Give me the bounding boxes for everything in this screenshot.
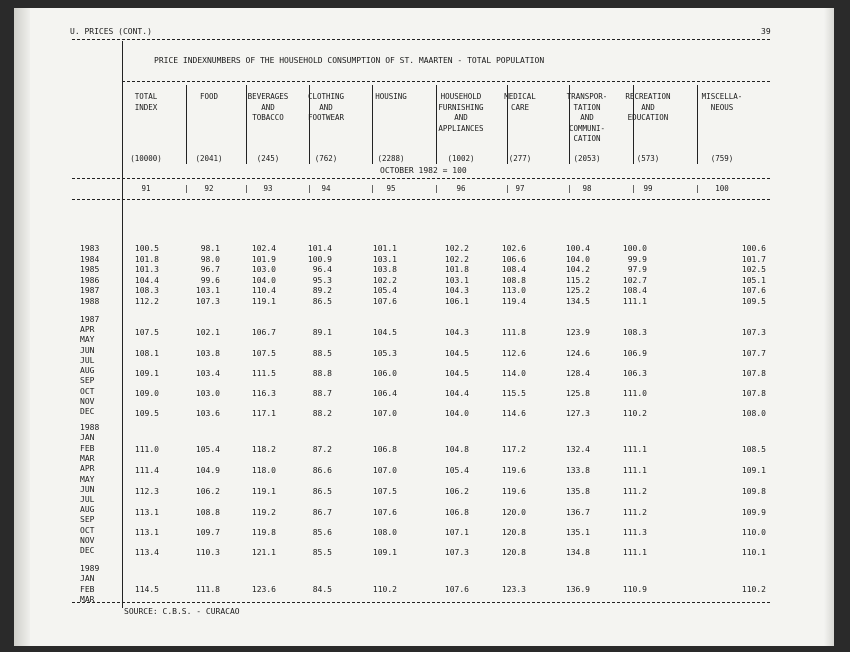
page-number: 39 [761,27,771,36]
table-cell: 86.5 [312,487,332,496]
row-label: AUG [80,505,95,514]
table-cell: 106.7 [251,328,276,337]
table-caption: PRICE INDEXNUMBERS OF THE HOUSEHOLD CONSUMPTION OF ST. MAARTEN - TOTAL POPULATION [154,56,545,65]
table-cell: 116.3 [251,389,276,398]
table-cell: 105.1 [741,275,766,285]
table-cell: 107.6 [372,508,397,517]
table-cell: 101.4 [307,244,332,253]
reference-index: 95 [386,184,396,193]
table-cell: 113.0 [501,286,526,295]
column-weight: (2041) [195,154,223,163]
row-label: FEB [80,444,95,453]
reference-separator: | [244,184,249,193]
column-separator [436,85,437,164]
row-label: FEB [80,585,95,594]
table-cell: 111.1 [622,296,647,306]
table-cell: 110.2 [741,585,766,594]
table-cell: 108.4 [622,286,647,295]
table-cell: 110.2 [372,585,397,594]
column-header: HOUSEHOLD FURNISHING AND APPLIANCES [438,92,484,133]
table-cell: 104.9 [195,466,220,475]
table-cell: 127.3 [565,409,590,418]
rule-under-caption [122,81,770,82]
table-cell: 104.3 [444,328,469,337]
table-cell: 109.1 [741,466,766,475]
row-label: OCT [80,387,95,396]
column-header: HOUSING [375,92,407,101]
row-label: NOV [80,397,95,406]
table-cell: 135.1 [565,528,590,537]
table-cell: 96.4 [312,265,332,274]
table-cell: 136.7 [565,508,590,517]
rule-under-weights [72,178,770,179]
table-cell: 96.7 [200,265,220,274]
row-label: SEP [80,515,95,524]
row-label: 1984 [80,254,100,264]
table-cell: 101.1 [372,244,397,253]
table-cell: 113.1 [134,528,159,537]
table-cell: 103.1 [195,286,220,295]
table-cell: 104.0 [444,409,469,418]
table-cell: 110.0 [741,528,766,537]
column-weight: (245) [256,154,280,163]
table-cell: 110.9 [622,585,647,594]
table-cell: 105.4 [372,286,397,295]
row-label: 1988 [80,296,100,306]
page-edge [824,8,834,646]
table-cell: 102.4 [251,244,276,253]
reference-index: 91 [141,184,151,193]
reference-index: 97 [515,184,525,193]
column-weight: (759) [710,154,734,163]
table-cell: 103.0 [251,265,276,274]
row-label: MAR [80,595,95,604]
table-cell: 104.0 [565,254,590,264]
table-cell: 102.2 [444,244,469,253]
table-cell: 107.3 [195,296,220,306]
row-label: 1987 [80,315,100,324]
table-cell: 109.5 [741,296,766,306]
table-cell: 117.1 [251,409,276,418]
table-cell: 103.4 [195,369,220,378]
table-cell: 102.5 [741,265,766,274]
rule-stub-divider [122,41,123,608]
base-period: OCTOBER 1982 = 100 [380,166,467,175]
table-cell: 128.4 [565,369,590,378]
table-cell: 105.4 [195,445,220,454]
table-cell: 107.8 [741,369,766,378]
reference-index: 96 [456,184,466,193]
table-cell: 117.2 [501,445,526,454]
column-weight: (2288) [377,154,405,163]
table-cell: 102.7 [622,275,647,285]
table-cell: 106.4 [372,389,397,398]
column-header: BEVERAGES AND TOBACCO [247,92,289,122]
row-label: JUN [80,346,95,355]
row-label: NOV [80,536,95,545]
table-cell: 111.8 [501,328,526,337]
table-cell: 104.3 [444,286,469,295]
column-separator [372,85,373,164]
reference-separator: | [567,184,572,193]
table-cell: 135.8 [565,487,590,496]
column-header: RECREATION AND EDUCATION [625,92,671,122]
table-cell: 108.0 [372,528,397,537]
column-separator [697,85,698,164]
row-label: OCT [80,526,95,535]
table-cell: 124.6 [565,349,590,358]
row-label: MAR [80,454,95,463]
table-cell: 100.4 [565,244,590,253]
table-cell: 113.4 [134,548,159,557]
table-cell: 106.1 [444,296,469,306]
table-cell: 100.0 [622,244,647,253]
row-label: DEC [80,546,95,555]
table-cell: 136.9 [565,585,590,594]
table-cell: 112.3 [134,487,159,496]
row-label: MAY [80,335,95,344]
column-weight: (1002) [447,154,475,163]
table-cell: 107.0 [372,466,397,475]
table-cell: 111.0 [622,389,647,398]
table-cell: 107.6 [741,286,766,295]
table-cell: 125.8 [565,389,590,398]
table-cell: 99.6 [200,275,220,285]
table-cell: 110.1 [741,548,766,557]
table-cell: 107.3 [444,548,469,557]
table-cell: 120.0 [501,508,526,517]
table-cell: 106.8 [372,445,397,454]
table-cell: 86.5 [312,296,332,306]
table-cell: 88.7 [312,389,332,398]
table-cell: 103.1 [372,254,397,264]
table-cell: 88.8 [312,369,332,378]
table-cell: 112.2 [134,296,159,306]
column-weight: (762) [314,154,338,163]
table-cell: 84.5 [312,585,332,594]
row-label: 1985 [80,265,100,274]
row-label: 1989 [80,564,100,573]
table-cell: 105.3 [372,349,397,358]
row-label: APR [80,325,95,334]
table-cell: 99.9 [627,254,647,264]
table-cell: 104.5 [372,328,397,337]
table-cell: 114.5 [134,585,159,594]
table-cell: 103.8 [195,349,220,358]
table-cell: 98.1 [200,244,220,253]
reference-separator: | [307,184,312,193]
reference-separator: | [184,184,189,193]
table-cell: 108.1 [134,349,159,358]
column-header: CLOTHING AND FOOTWEAR [307,92,345,122]
table-cell: 103.8 [372,265,397,274]
table-cell: 114.0 [501,369,526,378]
table-cell: 109.8 [741,487,766,496]
row-label: DEC [80,407,95,416]
table-cell: 103.6 [195,409,220,418]
table-cell: 86.7 [312,508,332,517]
table-cell: 123.9 [565,328,590,337]
table-cell: 106.0 [372,369,397,378]
table-cell: 114.6 [501,409,526,418]
row-label: MAY [80,475,95,484]
table-cell: 112.6 [501,349,526,358]
reference-index: 92 [204,184,214,193]
table-cell: 107.6 [372,296,397,306]
table-cell: 101.7 [741,254,766,264]
table-cell: 108.3 [134,286,159,295]
table-cell: 107.3 [741,328,766,337]
table-cell: 89.2 [312,286,332,295]
table-cell: 107.6 [444,585,469,594]
table-cell: 104.5 [444,369,469,378]
rule-bottom [72,602,770,603]
table-cell: 102.2 [444,254,469,264]
table-cell: 104.4 [134,275,159,285]
table-cell: 119.6 [501,487,526,496]
table-cell: 110.4 [251,286,276,295]
table-cell: 113.1 [134,508,159,517]
reference-index: 99 [643,184,653,193]
table-cell: 88.2 [312,409,332,418]
table-cell: 108.3 [622,328,647,337]
table-cell: 111.1 [622,445,647,454]
table-cell: 89.1 [312,328,332,337]
page-header-title: U. PRICES (CONT.) [70,27,152,36]
table-cell: 101.9 [251,254,276,264]
table-cell: 107.5 [134,328,159,337]
row-label: JAN [80,574,95,583]
table-cell: 109.0 [134,389,159,398]
table-cell: 103.0 [195,389,220,398]
table-cell: 107.1 [444,528,469,537]
table-cell: 107.5 [251,349,276,358]
reference-separator: | [631,184,636,193]
table-cell: 104.5 [444,349,469,358]
column-separator [569,85,570,164]
table-cell: 95.3 [312,275,332,285]
row-label: JAN [80,433,95,442]
table-cell: 115.5 [501,389,526,398]
table-cell: 108.4 [501,265,526,274]
table-cell: 106.2 [195,487,220,496]
column-separator [309,85,310,164]
table-cell: 119.8 [251,528,276,537]
table-cell: 109.1 [134,369,159,378]
rule-under-reference [72,199,770,200]
table-cell: 132.4 [565,445,590,454]
table-cell: 85.5 [312,548,332,557]
table-cell: 88.5 [312,349,332,358]
table-cell: 108.8 [195,508,220,517]
table-cell: 115.2 [565,275,590,285]
table-cell: 108.0 [741,409,766,418]
row-label: SEP [80,376,95,385]
binding-edge [14,8,30,646]
table-cell: 107.5 [372,487,397,496]
column-weight: (10000) [130,154,162,163]
table-cell: 85.6 [312,528,332,537]
table-cell: 106.9 [622,349,647,358]
row-label: AUG [80,366,95,375]
table-cell: 100.5 [134,244,159,253]
table-cell: 133.8 [565,466,590,475]
row-label: 1988 [80,423,100,432]
table-cell: 111.8 [195,585,220,594]
column-header: TRANSPOR- TATION AND COMMUNI- CATION [566,92,608,143]
table-cell: 118.2 [251,445,276,454]
reference-separator: | [370,184,375,193]
table-cell: 109.5 [134,409,159,418]
table-cell: 109.9 [741,508,766,517]
table-cell: 97.9 [627,265,647,274]
table-cell: 100.6 [741,244,766,253]
table-cell: 103.1 [444,275,469,285]
table-cell: 102.2 [372,275,397,285]
reference-separator: | [505,184,510,193]
table-cell: 123.3 [501,585,526,594]
table-cell: 108.5 [741,445,766,454]
column-separator [186,85,187,164]
row-label: APR [80,464,95,473]
reference-index: 100 [715,184,729,193]
table-cell: 106.3 [622,369,647,378]
table-cell: 108.8 [501,275,526,285]
table-cell: 111.1 [622,548,647,557]
table-cell: 106.6 [501,254,526,264]
reference-index: 93 [263,184,273,193]
table-cell: 87.2 [312,445,332,454]
table-cell: 105.4 [444,466,469,475]
table-cell: 111.2 [622,487,647,496]
table-cell: 98.0 [200,254,220,264]
table-cell: 106.8 [444,508,469,517]
table-cell: 86.6 [312,466,332,475]
source-note: SOURCE: C.B.S. - CURACAO [124,607,240,616]
column-weight: (573) [636,154,660,163]
column-weight: (277) [508,154,532,163]
table-cell: 111.4 [134,466,159,475]
table-cell: 104.8 [444,445,469,454]
table-cell: 111.1 [622,466,647,475]
column-header: MEDICAL CARE [504,92,536,112]
table-cell: 111.5 [251,369,276,378]
rule-top [72,39,770,40]
table-cell: 134.8 [565,548,590,557]
table-cell: 110.2 [622,409,647,418]
column-separator [633,85,634,164]
table-cell: 100.9 [307,254,332,264]
table-cell: 121.1 [251,548,276,557]
table-cell: 119.1 [251,296,276,306]
column-header: FOOD [199,92,219,101]
reference-index: 94 [321,184,331,193]
reference-separator: | [434,184,439,193]
table-cell: 134.5 [565,296,590,306]
table-cell: 102.1 [195,328,220,337]
row-label: 1983 [80,244,100,253]
table-cell: 104.2 [565,265,590,274]
table-cell: 119.1 [251,487,276,496]
row-label: JUL [80,495,95,504]
table-cell: 101.8 [444,265,469,274]
table-cell: 107.7 [741,349,766,358]
row-label: 1986 [80,275,100,285]
table-cell: 102.6 [501,244,526,253]
row-label: JUL [80,356,95,365]
table-cell: 107.0 [372,409,397,418]
column-separator [246,85,247,164]
table-cell: 111.2 [622,508,647,517]
table-cell: 123.6 [251,585,276,594]
table-cell: 110.3 [195,548,220,557]
column-weight: (2053) [573,154,601,163]
column-header: MISCELLA- NEOUS [701,92,743,112]
column-header: TOTAL INDEX [134,92,158,112]
document-page [14,8,834,646]
table-cell: 125.2 [565,286,590,295]
reference-separator: | [695,184,700,193]
table-cell: 119.2 [251,508,276,517]
table-cell: 119.6 [501,466,526,475]
row-label: JUN [80,485,95,494]
table-cell: 104.0 [251,275,276,285]
table-cell: 111.0 [134,445,159,454]
table-cell: 107.8 [741,389,766,398]
table-cell: 101.8 [134,254,159,264]
table-cell: 109.7 [195,528,220,537]
table-cell: 111.3 [622,528,647,537]
table-cell: 120.8 [501,548,526,557]
table-cell: 118.0 [251,466,276,475]
table-cell: 106.2 [444,487,469,496]
table-cell: 119.4 [501,296,526,306]
reference-index: 98 [582,184,592,193]
column-separator [507,85,508,164]
table-cell: 120.8 [501,528,526,537]
row-label: 1987 [80,286,100,295]
table-cell: 101.3 [134,265,159,274]
table-cell: 109.1 [372,548,397,557]
table-cell: 104.4 [444,389,469,398]
